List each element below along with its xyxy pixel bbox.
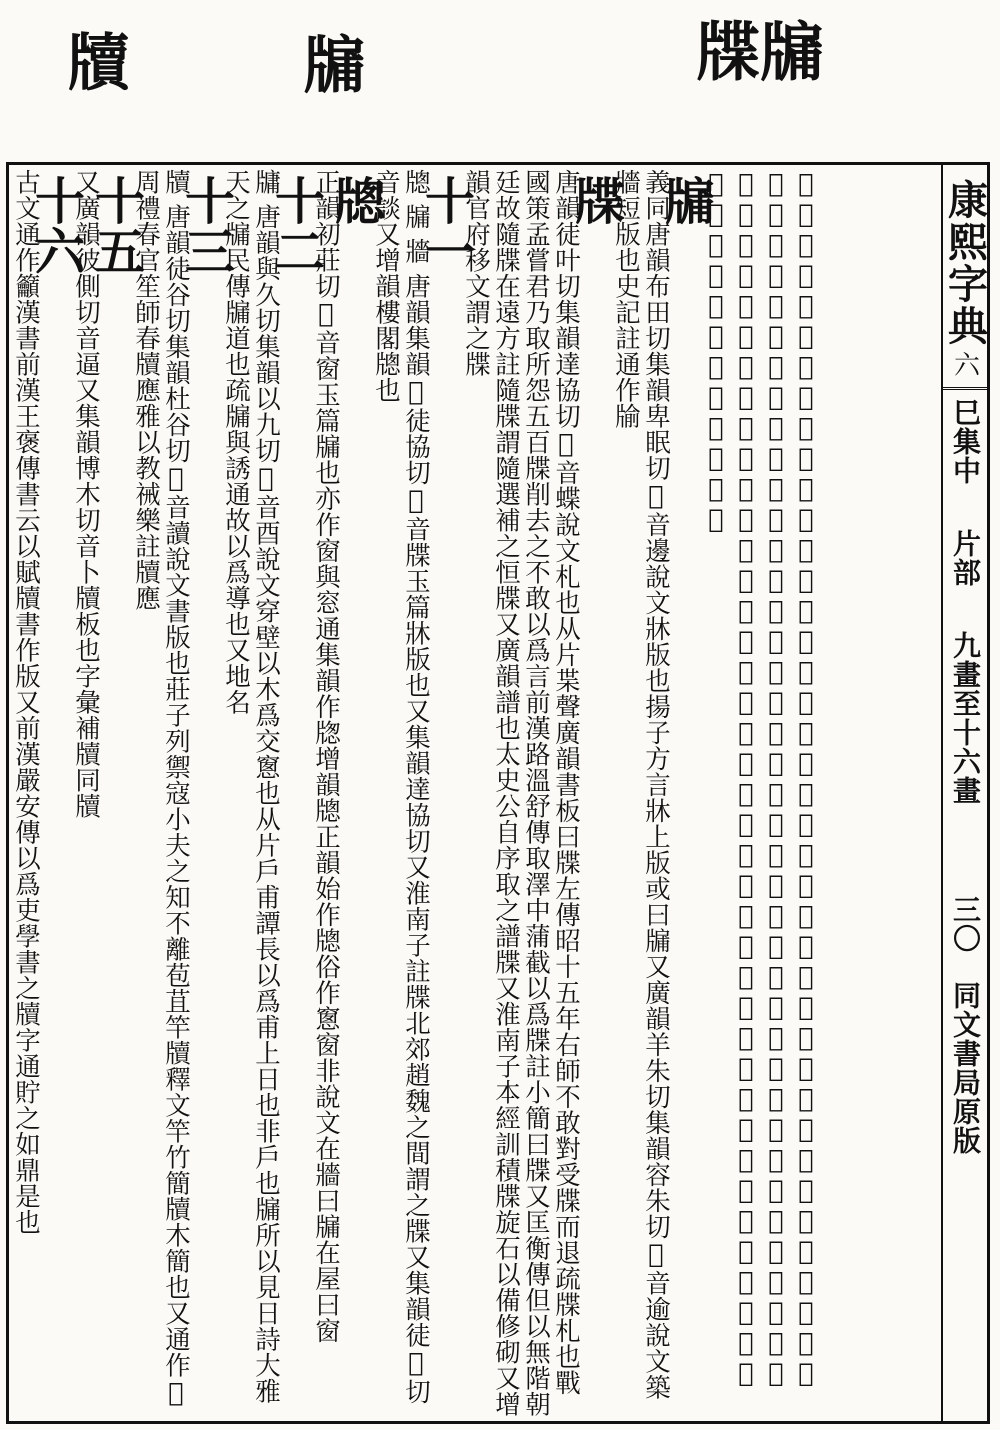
entry-text: 義同唐韻布田切集韻卑眠切𤓰音邊說文牀版也揚子方言牀上版或曰牖又廣韻羊朱切集韻容朱切𤓰音逾說文築牆短版也史記註通作牏 bbox=[611, 169, 671, 1400]
entry-text: 牗 唐韻與久切集韻以九切𤓰音酉說文穿壁以木爲交窻也从片戶甫譚長以爲甫上日也非戶也牖所以見日詩大雅天之牖民傳牖道也疏牖與誘通故以爲導也又地名 bbox=[221, 169, 281, 1405]
header-char-right: 牖 牒 bbox=[685, 18, 824, 84]
entry-columns bbox=[11, 169, 937, 1417]
headword: 牖 bbox=[657, 175, 716, 226]
volume-number: 六 bbox=[949, 351, 980, 377]
headword: 牒 bbox=[567, 175, 626, 226]
entry-text: 牘 唐韻徒谷切集韻杜谷切𤓰音讀說文書版也莊子列禦寇小夫之知不離苞苴竿牘釋文竿竹簡牘木簡也又通作𣠲周禮春官笙師春牘應雅以教祴樂註牘應 bbox=[131, 169, 191, 1409]
entry-text: 又廣韻彼側切音逼又集韻博木切音卜牘板也字彙補牘同牘 bbox=[71, 169, 101, 819]
title-strip bbox=[941, 165, 987, 1421]
page-header bbox=[0, 0, 1000, 160]
header-char-middle: 牖 bbox=[293, 32, 366, 96]
entry-text: 唐韻徒叶切集韻達協切𤓰音蝶說文札也从片枼聲廣韻書板曰牒左傳昭十五年右師不敢對受牒而退疏牒札也戰國策孟嘗君乃取所怨五百牒削去之不敢以爲言前漢路溫舒傳取澤中蒲截以爲牒註小簡曰牒又匡衡傳但以無階朝廷故隨牒在遠方註隨牒謂隨選補之恒牒又廣韻譜也太史公自序取之譜牒又淮南子本經訓積牒旋石以備修砌又增韻官府移文謂之牒 bbox=[461, 169, 581, 1417]
stroke-count-marker: 十二 bbox=[267, 175, 326, 276]
entry-text: 𤓰音佳說文築牆短版也史記萬石君傳建爲郎中令洗沐歸謁親入子舍竊問侍者取親中裙厠牏身自浣滌註徐廣曰牏築垣短版音佳謂厠溷垣牆隱於其側浣滌也又玉篇之句切集韻朱戍切𤓰音注又集韻𤘎藊𤝹集韻大透切音豆史記萬石君傳註徐廣曰一讀牏爲竇竇音豆言自洗滌厠竇又集韻徒侯切𤓰音頭玉篇築牆短版 bbox=[701, 169, 821, 1389]
stroke-count-marker: 十五 bbox=[87, 175, 146, 276]
publisher-label: 同文書局原版 bbox=[949, 981, 982, 1155]
page-number: 三〇 bbox=[949, 895, 982, 953]
stroke-count-marker: 十三 bbox=[177, 175, 236, 276]
book-title: 康熙字典 bbox=[941, 179, 989, 347]
entry-text: 正韻初莊切𤓰音窗玉篇牖也亦作窗與窓通集韻作牎增韻牕正韻始作牕俗作窻窗非說文在牆曰牖在屋曰窗 bbox=[311, 169, 341, 1344]
entry-text: 牕 牖 牆 唐韻集韻𤓰徒協切𤓰音牒玉篇牀版也又集韻達協切又淮南子註牒北郊趙魏之間謂之牒又集韻徒𤓰切音談又增韻樓閣牕也 bbox=[371, 169, 431, 1405]
page-frame bbox=[6, 162, 990, 1424]
radical-label: 片部 bbox=[949, 529, 982, 587]
stroke-range-label: 九畫至十六畫 bbox=[949, 631, 982, 805]
stroke-count-marker: 十六 bbox=[27, 175, 86, 276]
header-char-left: 牘 bbox=[57, 30, 130, 94]
entry-text: 古文通作籲漢書前漢王褒傳書云以賦牘書作版又前漢嚴安傳以爲吏學書之牘字通貯之如鼎是也 bbox=[11, 169, 41, 1235]
stroke-count-marker: 十一 bbox=[417, 175, 476, 276]
title-divider bbox=[943, 387, 987, 390]
vertical-text-flow bbox=[11, 169, 821, 1417]
collection-label: 巳集中 bbox=[949, 398, 982, 485]
headword: 牕 bbox=[327, 175, 386, 226]
